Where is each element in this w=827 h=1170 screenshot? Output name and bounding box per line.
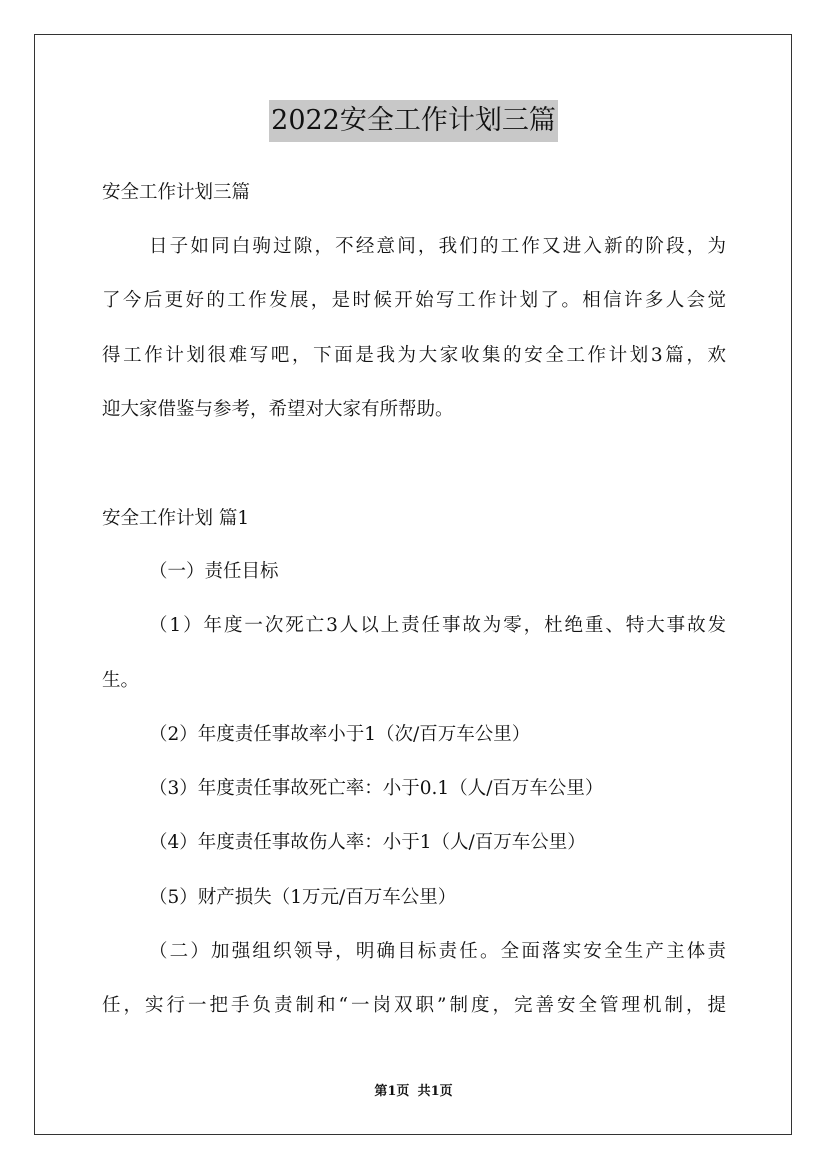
- goal-5: （5）财产损失（1万元/百万车公里）: [149, 887, 457, 908]
- intro-line-4: 迎大家借鉴与参考，希望对大家有所帮助。: [102, 399, 454, 420]
- page-footer: [0, 1083, 827, 1101]
- intro-line-1: 日子如同白驹过隙，不经意间，我们的工作又进入新的阶段，为: [149, 236, 726, 257]
- goal-1-line-1: （1）年度一次死亡3人以上责任事故为零，杜绝重、特大事故发: [149, 615, 726, 636]
- goal-4: （4）年度责任事故伤人率：小于1（人/百万车公里）: [149, 832, 586, 853]
- part1-heading: （一）责任目标: [149, 561, 279, 582]
- title-container: [0, 100, 827, 142]
- page-number: 第1页: [374, 1084, 410, 1099]
- document-title: 2022安全工作计划三篇: [269, 100, 558, 142]
- page-total: 共1页: [417, 1084, 453, 1099]
- part2-line-1: （二）加强组织领导，明确目标责任。全面落实安全生产主体责: [149, 941, 726, 962]
- section-heading: 安全工作计划 篇1: [102, 508, 250, 529]
- part2-line-2: 任，实行一把手负责制和“一岗双职”制度，完善安全管理机制，提: [102, 995, 726, 1016]
- goal-2: （2）年度责任事故率小于1（次/百万车公里）: [149, 724, 531, 745]
- intro-line-3: 得工作计划很难写吧，下面是我为大家收集的安全工作计划3篇，欢: [102, 345, 726, 366]
- goal-1-line-2: 生。: [102, 670, 140, 691]
- document-subtitle: 安全工作计划三篇: [102, 182, 251, 203]
- intro-line-2: 了今后更好的工作发展，是时候开始写工作计划了。相信许多人会觉: [102, 290, 726, 311]
- goal-3: （3）年度责任事故死亡率：小于0.1（人/百万车公里）: [149, 778, 604, 799]
